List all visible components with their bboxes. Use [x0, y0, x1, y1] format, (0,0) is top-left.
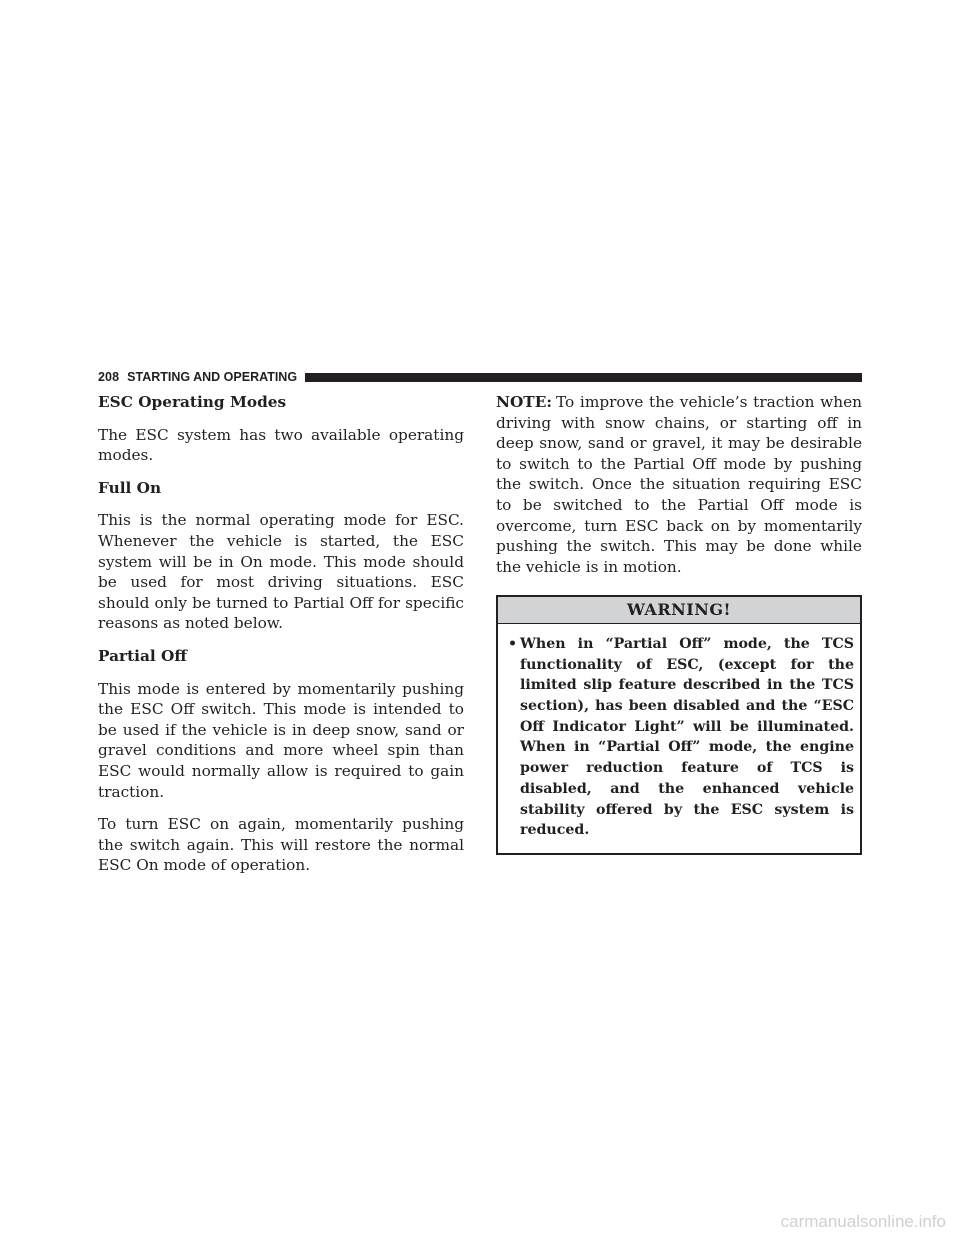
warning-body	[498, 624, 860, 853]
heading-full-on: Full On	[98, 478, 162, 497]
warning-box	[496, 595, 862, 855]
heading-esc-operating-modes: ESC Operating Modes	[98, 393, 287, 411]
page-number: 208	[98, 370, 120, 384]
note-text: To improve the vehicle’s traction when driving with snow chains, or starting off in deep snow, sand or gravel, it may be desirable to switch to the Partial Off mode by pushing the switch. Once the situation requiring ESC to be switched to the Partial Off mode is overcome, turn ESC back on by momentarily pushing the switch. This may be done while the vehicle is in motion.	[496, 393, 862, 576]
right-column	[496, 392, 862, 855]
heading-partial-off: Partial Off	[98, 646, 187, 665]
note-paragraph	[496, 392, 862, 577]
paragraph-turn-on-again: To turn ESC on again, momentarily pushing the switch again. This will restore the normal ESC On mode of operation.	[98, 815, 464, 875]
header-rule	[305, 373, 862, 382]
paragraph-partial-off: This mode is entered by momentarily pushing the ESC Off switch. This mode is intended to be used if the vehicle is in deep snow, sand or gravel conditions and more wheel spin than ESC would normally allow is required to gain traction.	[98, 679, 464, 801]
section-title: STARTING AND OPERATING	[127, 370, 298, 384]
page-header	[98, 370, 862, 384]
watermark: carmanualsonline.info	[780, 1212, 946, 1231]
bullet-icon: •	[508, 635, 518, 652]
warning-title: WARNING!	[498, 597, 860, 624]
note-label: NOTE:	[496, 393, 552, 411]
paragraph-modes-intro: The ESC system has two available operating modes.	[98, 425, 464, 465]
paragraph-full-on: This is the normal operating mode for ESC. Whenever the vehicle is started, the ESC system will be in On mode. This mode should be used for most driving situations. ESC should only be turned to Partial Off for specific reasons as noted below.	[98, 511, 464, 633]
warning-text: When in “Partial Off” mode, the TCS functionality of ESC, (except for the limited slip feature described in the TCS section), has been disabled and the “ESC Off Indicator Light” will be illuminated. When in “Partial Off” mode, the engine power reduction feature of TCS is disabled, and the enhanced vehicle stability offered by the ESC system is reduced.	[520, 635, 854, 839]
left-column	[98, 392, 464, 888]
warning-item	[508, 634, 854, 841]
